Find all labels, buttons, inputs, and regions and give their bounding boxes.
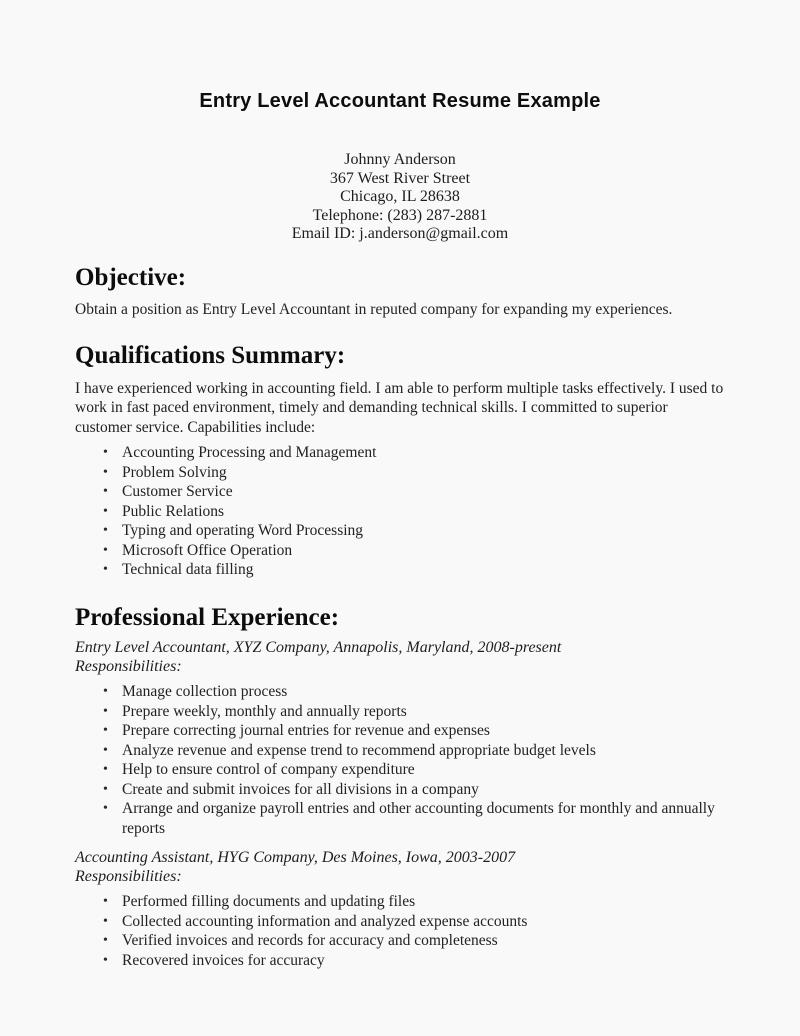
qualification-item: • Accounting Processing and Management <box>122 443 725 463</box>
responsibility-item: • Help to ensure control of company expenditure <box>122 760 725 780</box>
job-header <box>75 848 725 886</box>
contact-block <box>75 151 725 244</box>
job-header <box>75 638 725 676</box>
responsibility-item: • Analyze revenue and expense trend to recommend appropriate budget levels <box>122 741 725 761</box>
qualification-item: • Public Relations <box>122 502 725 522</box>
objective-body: Obtain a position as Entry Level Accountant in reputed company for expanding my experiences. <box>75 301 673 319</box>
responsibility-item: • Performed filling documents and updating files <box>122 892 725 912</box>
job-responsibilities-list <box>75 892 725 970</box>
responsibility-item: • Create and submit invoices for all divisions in a company <box>122 780 725 800</box>
responsibility-item: • Prepare correcting journal entries for revenue and expenses <box>122 721 725 741</box>
qualification-item: • Problem Solving <box>122 463 725 483</box>
section-objective <box>75 264 725 320</box>
responsibility-item: • Collected accounting information and analyzed expense accounts <box>122 912 725 932</box>
responsibility-item: • Verified invoices and records for accuracy and completeness <box>122 931 725 951</box>
section-qualifications <box>75 342 725 580</box>
objective-heading: Objective: <box>75 263 187 291</box>
responsibility-item: • Arrange and organize payroll entries and other accounting documents for monthly and annually reports <box>122 799 725 838</box>
qualifications-body: I have experienced working in accounting field. I am able to perform multiple tasks effectively. I used to work in fast paced environment, timely and demanding technical skills. I committed to superior customer service. Capabilities include: <box>75 379 724 436</box>
job-title-line: Accounting Assistant, HYG Company, Des Moines, Iowa, 2003-2007 <box>75 849 516 867</box>
contact-telephone: Telephone: (283) 287-2881 <box>312 206 488 224</box>
responsibility-item: • Manage collection process <box>122 682 725 702</box>
job-title-line: Entry Level Accountant, XYZ Company, Annapolis, Maryland, 2008-present <box>75 639 562 657</box>
contact-street: 367 West River Street <box>329 169 471 187</box>
qualification-item: • Customer Service <box>122 482 725 502</box>
resume-document <box>75 0 725 970</box>
job-responsibilities-label: Responsibilities: <box>75 658 182 676</box>
section-experience <box>75 604 725 971</box>
qualification-item: • Technical data filling <box>122 560 725 580</box>
contact-email: Email ID: j.anderson@gmail.com <box>291 225 509 242</box>
qualifications-heading: Qualifications Summary: <box>75 341 346 369</box>
experience-heading: Professional Experience: <box>75 603 340 631</box>
qualifications-list <box>75 443 725 580</box>
page-title: Entry Level Accountant Resume Example <box>199 90 601 112</box>
contact-city-state-zip: Chicago, IL 28638 <box>340 188 460 205</box>
contact-name: Johnny Anderson <box>344 151 456 168</box>
qualification-item: • Typing and operating Word Processing <box>122 521 725 541</box>
job-responsibilities-label: Responsibilities: <box>75 868 182 886</box>
responsibility-item: • Prepare weekly, monthly and annually reports <box>122 702 725 722</box>
job-responsibilities-list <box>75 682 725 838</box>
responsibility-item: • Recovered invoices for accuracy <box>122 951 725 971</box>
qualification-item: • Microsoft Office Operation <box>122 541 725 561</box>
